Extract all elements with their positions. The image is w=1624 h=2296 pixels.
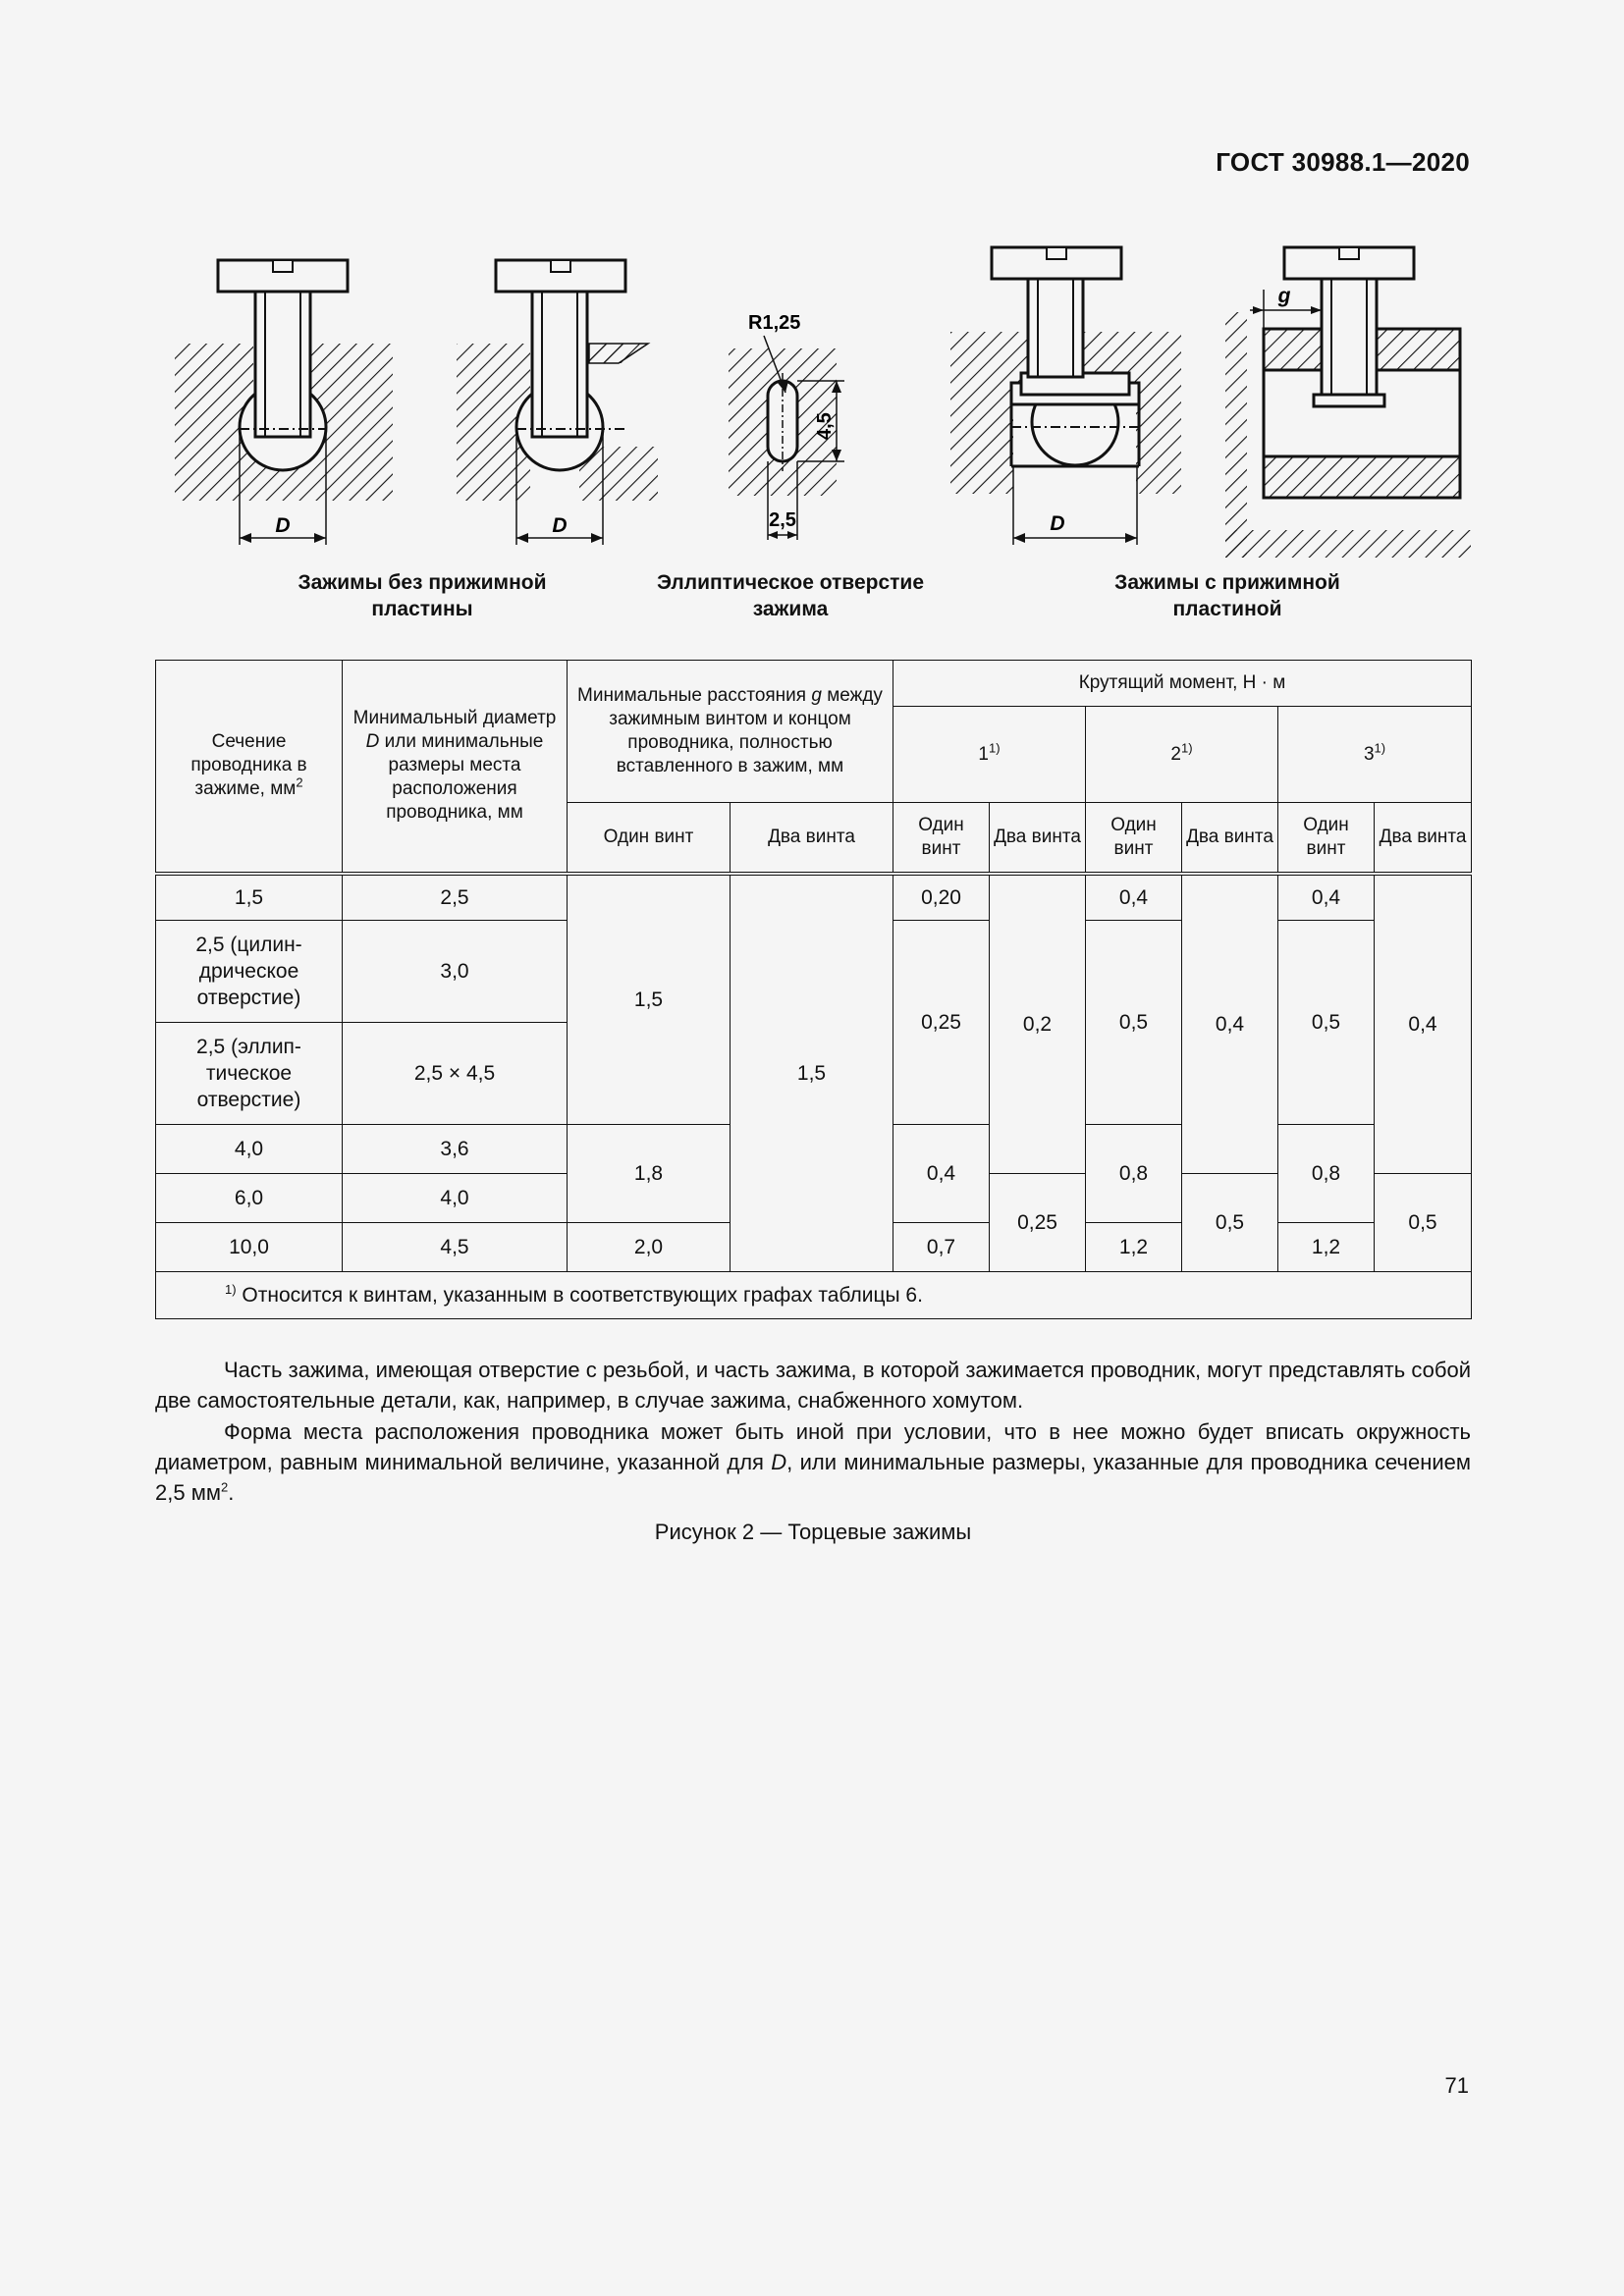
cell-section: 4,0 [156,1125,343,1174]
clamp-drawing-with-plate-2 [1225,247,1471,558]
table-row [156,874,1472,921]
cell-t2-one: 1,2 [1086,1223,1182,1272]
cell-t2-two: 0,4 [1182,874,1278,1174]
cell-t2-one: 0,5 [1086,921,1182,1125]
header-torque-col1: 1$^{1)}$ [893,707,1086,803]
cell-g-one: 1,5 [568,874,731,1125]
caption-with-plate: Зажимы с прижимной пластиной [1114,571,1340,620]
paragraph-2: Форма места расположения проводника может быть иной при условии, что в нее можно будет вписать окружность диаметром, равным минимальной величине, указанной для D, или минимальные размеры, указанные для проводника сечением 2,5 $мм^2$. [155,1419,1471,1505]
header-section: Сечение проводника в зажиме, $мм^2$ [156,661,343,874]
cell-t3-two: 0,5 [1375,1174,1472,1272]
cell-section: 1,5 [156,874,343,921]
header-torque-col2: 2$^{1)}$ [1086,707,1278,803]
label-d-3: D [1050,512,1065,535]
header-torque: Крутящий момент, Н · м [893,661,1472,707]
cell-diameter: 4,0 [343,1174,568,1223]
table-footnote-row [156,1272,1472,1319]
cell-g-one: 1,8 [568,1125,731,1223]
header-t2-one-screw: Один винт [1086,803,1182,874]
header-min-distance: Минимальные расстояния g между зажимным винтом и концом проводника, полностью вставленного в зажим, мм [568,661,893,803]
cell-t1-one: 0,7 [893,1223,990,1272]
header-t3-one-screw: Один винт [1278,803,1375,874]
cell-t1-one: 0,4 [893,1125,990,1223]
cell-g-one: 2,0 [568,1223,731,1272]
label-d-1: D [275,514,291,537]
header-g-one-screw: Один винт [568,803,731,874]
cell-t1-one: 0,25 [893,921,990,1125]
cell-t3-two: 0,4 [1375,874,1472,1174]
cell-diameter: 3,6 [343,1125,568,1174]
cell-t3-one: 1,2 [1278,1223,1375,1272]
caption-elliptic: Эллиптическое отверстие зажима [656,571,924,620]
cell-diameter: 4,5 [343,1223,568,1272]
figure-caption: Рисунок 2 — Торцевые зажимы [654,1520,972,1544]
document-id: ГОСТ 30988.1—2020 [1216,147,1470,177]
clamp-drawing-with-plate-1 [950,247,1181,545]
label-d-2: D [552,514,568,537]
paragraph-1: Часть зажима, имеющая отверстие с резьбой, и часть зажима, в которой зажимается проводник, могут представлять собой две самостоятельные детали, как, например, в случае зажима, снабженного хомутом. [155,1358,1471,1413]
header-torque-col3: 3$^{1)}$ [1278,707,1472,803]
cell-t2-one: 0,4 [1086,874,1182,921]
label-radius: R1,25 [748,312,801,334]
page-number: 71 [1444,2073,1469,2098]
label-height: 4,5 [814,412,836,440]
header-g-two-screws: Два винта [731,803,893,874]
header-t3-two-screws: Два винта [1375,803,1472,874]
header-min-diameter: Минимальный диаметр D или минимальные размеры места расположения проводника, мм [343,661,568,874]
clamp-drawing-1 [175,260,393,545]
clamp-drawing-2 [457,260,658,545]
cell-diameter: 3,0 [343,921,568,1023]
cell-t1-two: 0,25 [990,1174,1086,1272]
cell-section: 2,5 (цилин-дрическое отверстие) [156,921,343,1023]
cell-section: 2,5 (эллип-тическое отверстие) [156,1023,343,1125]
caption-no-plate: Зажимы без прижимной пластины [298,571,547,620]
table-footnote: $^{1)}$ Относится к винтам, указанным в соответствующих графах таблицы 6. [156,1272,1472,1319]
cell-diameter: 2,5 [343,874,568,921]
cell-t1-two: 0,2 [990,874,1086,1174]
cell-diameter: 2,5 × 4,5 [343,1023,568,1125]
cell-t1-one: 0,20 [893,874,990,921]
terminal-drawings [157,226,1473,560]
cell-t2-two: 0,5 [1182,1174,1278,1272]
cell-t3-one: 0,4 [1278,874,1375,921]
header-t1-one-screw: Один винт [893,803,990,874]
cell-g-two: 1,5 [731,874,893,1272]
label-gap: g [1277,285,1291,307]
terminal-spec-table [155,660,1472,1319]
header-t1-two-screws: Два винта [990,803,1086,874]
cell-t3-one: 0,5 [1278,921,1375,1125]
cell-section: 6,0 [156,1174,343,1223]
label-width: 2,5 [769,509,796,531]
header-t2-two-screws: Два винта [1182,803,1278,874]
cell-section: 10,0 [156,1223,343,1272]
cell-t2-one: 0,8 [1086,1125,1182,1223]
cell-t3-one: 0,8 [1278,1125,1375,1223]
